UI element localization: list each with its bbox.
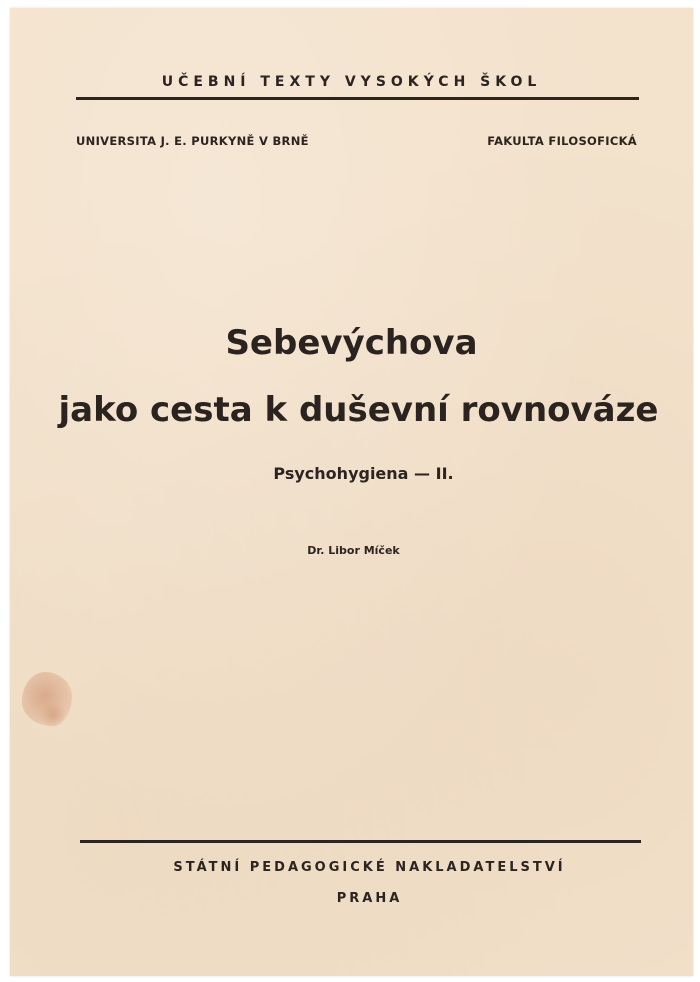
book-title-line-2: jako cesta k duševní rovnováze [58,390,659,430]
publisher-city: PRAHA [336,891,403,906]
author-name: Dr. Libor Míček [307,544,400,557]
university-name: UNIVERSITA J. E. PURKYNĚ V BRNĚ [76,134,309,148]
publisher-name: STÁTNÍ PEDAGOGICKÉ NAKLADATELSTVÍ [173,860,566,875]
paper-stain-spot [40,702,66,728]
series-title: UČEBNÍ TEXTY VYSOKÝCH ŠKOL [161,74,542,90]
document-cover [10,8,693,976]
bottom-divider [80,840,641,843]
book-subtitle: Psychohygiena — II. [273,464,454,483]
faculty-name: FAKULTA FILOSOFICKÁ [487,134,637,148]
top-divider [76,97,639,100]
book-title-line-1: Sebevýchova [225,323,478,363]
